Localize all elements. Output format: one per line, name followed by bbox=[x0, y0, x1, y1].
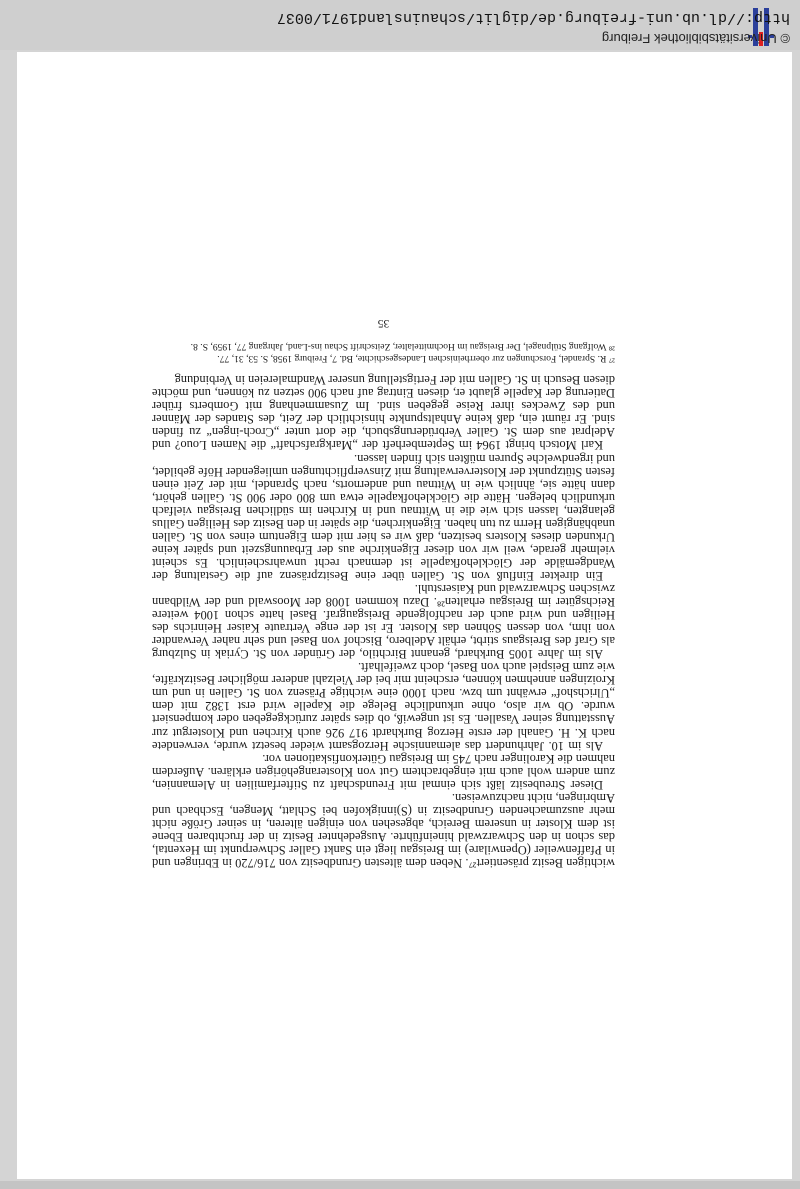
paragraph: Ein direkter Einfluß von St. Gallen über eine Besitzpräsenz auf die Gestaltung der Wandgemälde der Glöcklehofkapelle ist demnach recht unwahrscheinlich. Es scheint vielmehr gerade, weil wir von dieser Eigenkirche aus der Erbauungszeit und später keine Urkunden dieses Klosters besitzen, daß wir es hier mit dem Eigentum eines von St. Gallen unabhängigen Herrn zu tun haben. Eigenkirchen, die später in den Besitz des Heiligen Gallus gelangten, lassen sich wie die in Wittnau und in Kirchen im südlichen Breisgau vielfach urkundlich belegen. Hätte die Glöcklehofkapelle etwa um 800 oder 900 St. Gallen gehört, dann hätte sie, ähnlich wie in Wittnau und andernorts, nach Sprandel, mit der Zeit einen festen Stützpunkt der Klosterverwaltung mit Zinsverpflichtungen umliegender Höfe gebildet, und irgendwelche Spuren müßten sich finden lassen. bbox=[152, 451, 615, 583]
library-header bbox=[0, 0, 800, 50]
page-content bbox=[152, 317, 615, 869]
copyright-text: © Universitätsbibliothek Freiburg bbox=[601, 31, 790, 46]
footnotes bbox=[152, 341, 615, 367]
page-number: 35 bbox=[377, 317, 390, 330]
footnote: ²⁸ Wolfgang Stülpnagel, Der Breisgau im Hochmittelalter, Zeitschrift Schau ins-Land, Jahrgang 77, 1959, S. 8. bbox=[190, 341, 615, 353]
body-text bbox=[152, 373, 615, 869]
paragraph: Als im Jahre 1005 Burkhard, genannt Birchtilo, der Gründer von St. Cyriak in Sulzburg als Graf des Breisgaus stirbt, erhält Adelbero, Bischof von Basel und sehr naher Verwandter von ihm, von dessen Söhnen das Kloster. Er ist der enge Vertraute Kaiser Heinrichs des Heiligen und wird auch der nachfolgende Breisgaugraf. Basel hatte schon 1004 weitere Reichsgüter im Breisgau erhalten²⁸. Dazu kommen 1008 der Mooswald und der Wildbann zwischen Schwarzwald und Kaiserstuhl. bbox=[152, 582, 615, 662]
paragraph: Karl Motsch bringt 1964 im Septemberheft der „Markgrafschaft“ die Namen Louo? und Adelprat aus dem St. Galler Verbrüderungsbuch, die dort unter „Croch-ingen“ zu finden sind. Er räumt ein, daß keine Anhaltspunkte hinsichtlich der Zeit, des Standes der Männer und des Zweckes ihrer Reise gegeben sind. Im Zusammenhang mit Gomberts früher Datierung der Kapelle glaubt er, diesen Eintrag auf nach 900 setzen zu können, und möchte diesen Besuch in St. Gallen mit der Fertigstellung unserer Wandmalereien in Verbindung bbox=[152, 373, 615, 453]
paragraph: Dieser Streubesitz läßt sich einmal mit Freundschaft zu Stifterfamilien in Alemannien, zum andern wohl auch mit eingebrachtem Gut von Klosterangehörigen erklären. Außerdem nahmen die Karolinger nach 745 im Breisgau Güterkonfiskationen vor. bbox=[152, 751, 615, 792]
viewer-bottom-bar bbox=[0, 1181, 800, 1189]
paragraph: wichtigen Besitz präsentiert²⁷. Neben dem ältesten Grundbesitz von 716/720 in Ebringen und in Pfaffenweiler (Openwilare) im Breisgau liegt ein Sankt Galler Schwerpunkt im Hexental, das schon in den Schwarzwald hineinführte. Ausgedehnter Besitz in der fruchtbaren Ebene ist dem Kloster in unserem Bereich, abgesehen von einigen älteren, in seiner Größe nicht mehr auszumachenden Grundbesitz in (S)innigkofen bei Schlatt, Mengen, Eschbach und Ambringen, nicht nachzuweisen. bbox=[152, 790, 615, 870]
source-url-link[interactable]: http://dl.ub.uni-freiburg.de/diglit/schauinsland1971/0037 bbox=[276, 9, 790, 26]
paragraph: Als im 10. Jahrhundert das alemannische Herzogsamt wieder besetzt wurde, verwendete nach K. H. Ganahl der erste Herzog Burkhardt 917 926 auch Kirchen und Klostergut zur Ausstattung seiner Vasallen. Es ist ungewiß, ob dies später zurückgegeben oder kompensiert wurde. Ob wir also, ohne urkundliche Belege die Kapelle wird erst 1382 mit dem „Ulrichshof“ erwähnt um bzw. nach 1000 eine wichtige Präsenz von St. Gallen in und um Kroizingen annehmen können, erscheint mir bei der Vielzahl anderer möglicher Besitzkräfte, wie zum Beispiel auch von Basel, doch zweifelhaft. bbox=[152, 660, 615, 753]
scanned-page bbox=[17, 52, 792, 1179]
footnote: ²⁷ R. Sprandel, Forschungen zur oberrheinischen Landesgeschichte, Bd. 7, Freiburg 1958, S. 53, 31, 77. bbox=[217, 353, 615, 365]
